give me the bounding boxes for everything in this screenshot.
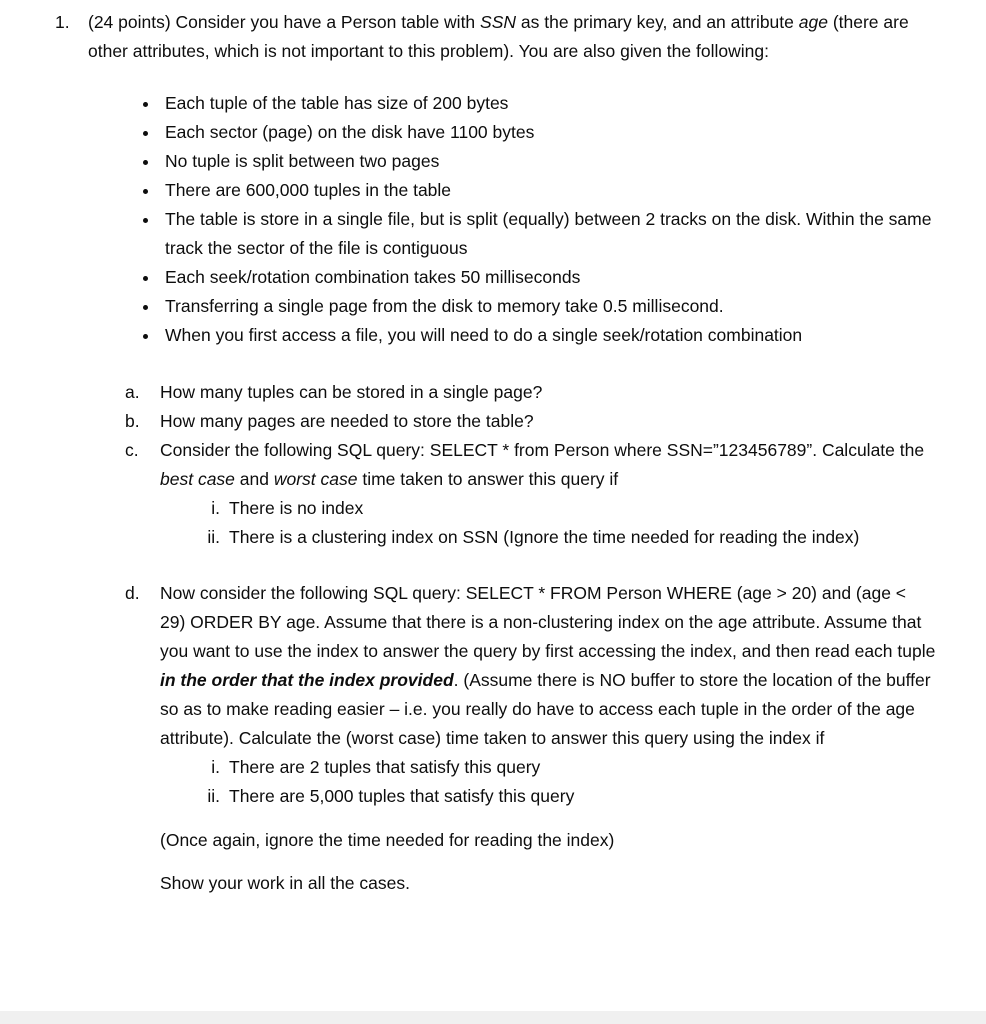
- question-number: 1.: [55, 12, 70, 32]
- question-1: [55, 8, 936, 898]
- part-a: [125, 378, 936, 407]
- list-item: • No tuple is split between two pages: [160, 147, 936, 176]
- part-content: [160, 436, 936, 552]
- subitems: [200, 494, 936, 552]
- part-text: Now consider the following SQL query: SELECT * FROM Person WHERE (age > 20) and (age < 29) ORDER BY age. Assume that there is a non-clustering index on the age attribute. Assume that you want to use the index to answer the query by first accessing the index, and then read each tuple in the order that the index provided. (Assume there is NO buffer to store the location of the buffer so as to make reading easier – i.e. you really do have to access each tuple in the order of the age attribute). Calculate the (worst case) time taken to answer this query using the index if: [160, 583, 936, 748]
- list-item: • Each seek/rotation combination takes 50 milliseconds: [160, 263, 936, 292]
- page-bottom-edge: [0, 1011, 986, 1024]
- part-label: b.: [125, 411, 140, 431]
- part-content: [160, 407, 936, 436]
- subitem-label: ii.: [207, 527, 220, 547]
- question-intro: (24 points) Consider you have a Person table with SSN as the primary key, and an attribute age (there are other attributes, which is not important to this problem). You are also given the following:: [88, 12, 909, 61]
- subitem-label: ii.: [207, 786, 220, 806]
- list-item: • Each tuple of the table has size of 200 bytes: [160, 89, 936, 118]
- part-content: [160, 378, 936, 407]
- question-body: [88, 8, 936, 898]
- part-b: [125, 407, 936, 436]
- part-text: Consider the following SQL query: SELECT * from Person where SSN=”123456789”. Calculate the best case and worst case time taken to answer this query if: [160, 440, 925, 489]
- list-item: • The table is store in a single file, but is split (equally) between 2 tracks on the disk. Within the same track the sector of the file is contiguous: [160, 205, 936, 263]
- part-d: [125, 579, 936, 811]
- part-label: c.: [125, 440, 139, 460]
- list-item: • Each sector (page) on the disk have 1100 bytes: [160, 118, 936, 147]
- part-label: d.: [125, 583, 140, 603]
- subitem-text: There are 5,000 tuples that satisfy this query: [229, 786, 575, 806]
- subitem-text: There are 2 tuples that satisfy this query: [229, 757, 541, 777]
- list-item: • There are 600,000 tuples in the table: [160, 176, 936, 205]
- ignore-index-note: (Once again, ignore the time needed for reading the index): [160, 830, 615, 850]
- subitem-ii: [200, 782, 936, 811]
- part-content: [160, 579, 936, 811]
- subitem-label: i.: [211, 757, 220, 777]
- subitem-i: [200, 753, 936, 782]
- subitem-i: [200, 494, 936, 523]
- list-item: • Transferring a single page from the disk to memory take 0.5 millisecond.: [160, 292, 936, 321]
- subitem-text: There is a clustering index on SSN (Ignore the time needed for reading the index): [229, 527, 860, 547]
- list-item: • When you first access a file, you will need to do a single seek/rotation combination: [160, 321, 936, 350]
- subitem-ii: [200, 523, 936, 552]
- subitems: [200, 753, 936, 811]
- show-work-instruction: Show your work in all the cases.: [160, 873, 410, 893]
- part-text: How many tuples can be stored in a single page?: [160, 382, 543, 402]
- part-c: [125, 436, 936, 552]
- subitem-label: i.: [211, 498, 220, 518]
- subitem-text: There is no index: [229, 498, 364, 518]
- part-text: How many pages are needed to store the table?: [160, 411, 534, 431]
- question-parts: [125, 378, 936, 898]
- assumptions-list: [88, 89, 936, 350]
- part-label: a.: [125, 382, 140, 402]
